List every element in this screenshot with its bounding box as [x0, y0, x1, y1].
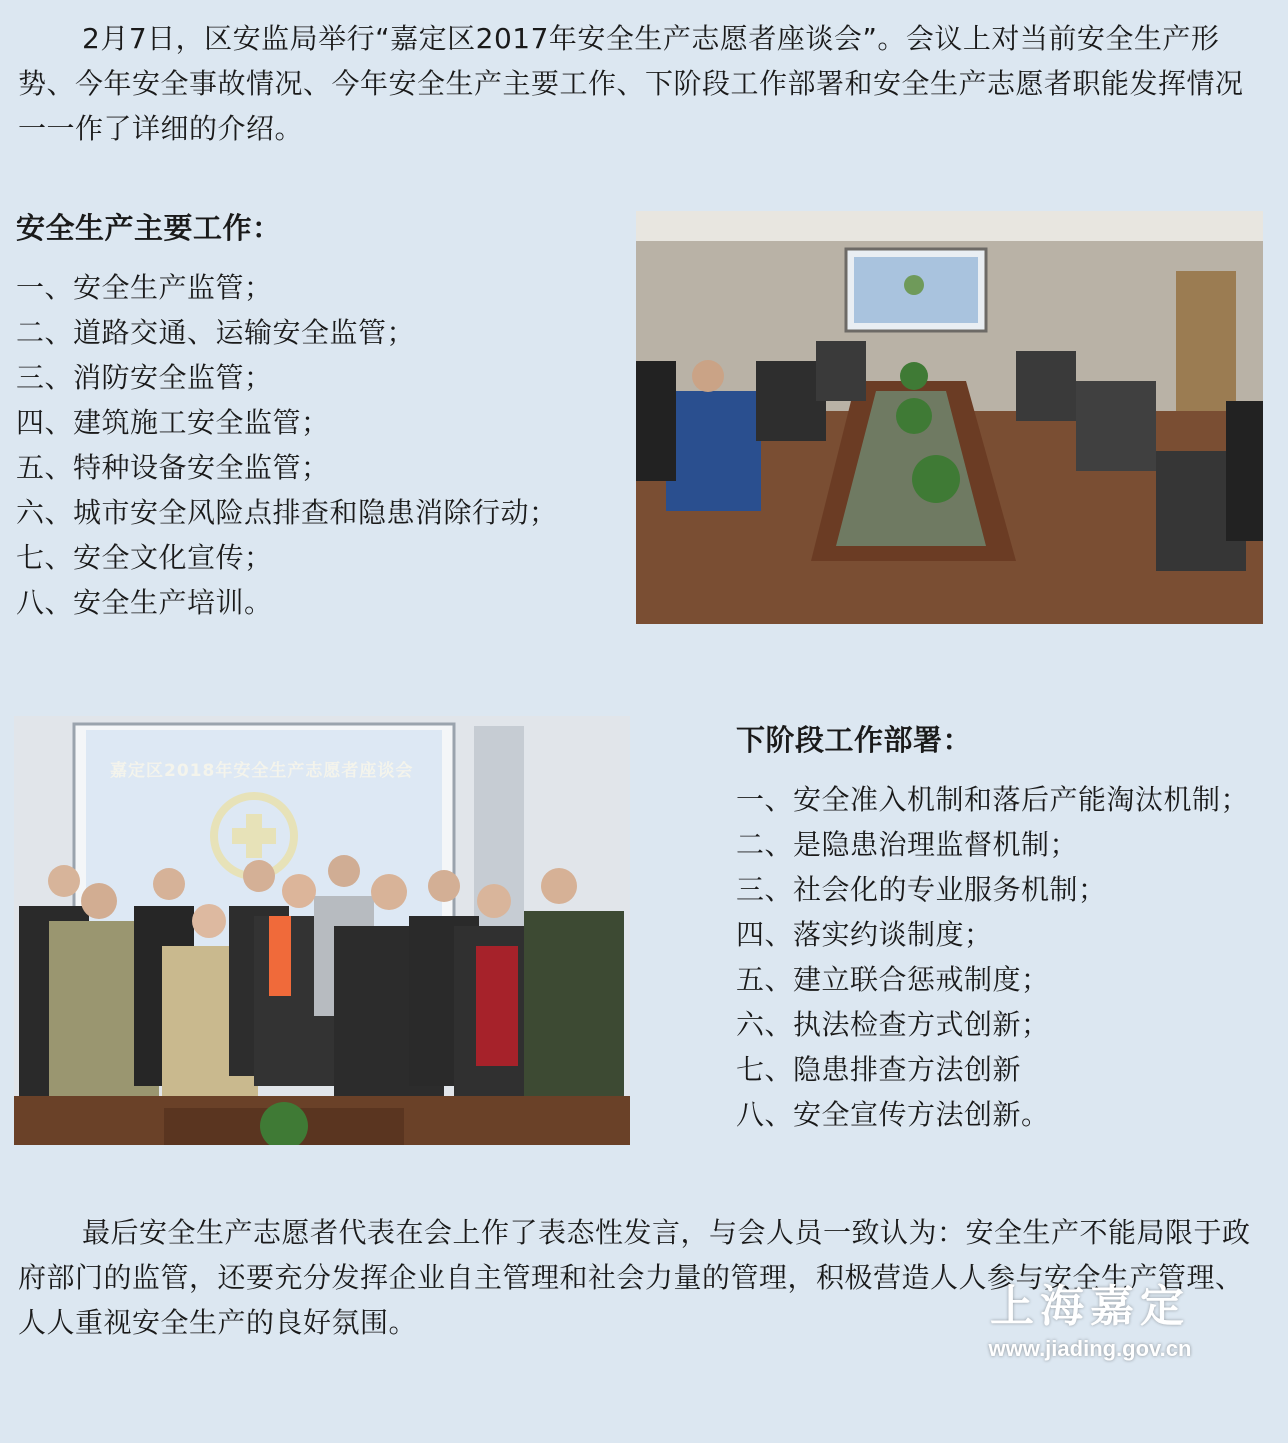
intro-paragraph: 2月7日，区安监局举行“嘉定区2017年安全生产志愿者座谈会”。会议上对当前安全生产形势、今年安全事故情况、今年安全生产主要工作、下阶段工作部署和安全生产志愿者职能发挥情况一一作了详细的介绍。	[18, 22, 1244, 145]
closing-paragraph: 最后安全生产志愿者代表在会上作了表态性发言，与会人员一致认为：安全生产不能局限于政府部门的监管，还要充分发挥企业自主管理和社会力量的管理，积极营造人人参与安全生产管理、人人重视安全生产的良好氛围。	[18, 1216, 1251, 1339]
list-item: 四、建筑施工安全监管；	[16, 406, 330, 439]
list-item: 七、安全文化宣传；	[16, 541, 273, 574]
list-item: 八、安全生产培训。	[16, 586, 273, 619]
main-work-list	[16, 265, 558, 625]
list-item: 六、执法检查方式创新；	[736, 1008, 1050, 1041]
main-work-heading: 安全生产主要工作：	[16, 211, 282, 245]
watermark-url: www.jiading.gov.cn	[988, 1336, 1192, 1361]
list-item: 二、道路交通、运输安全监管；	[16, 316, 416, 349]
meeting-room-photo	[636, 211, 1263, 624]
site-watermark	[960, 1270, 1220, 1380]
list-item: 五、建立联合惩戒制度；	[736, 963, 1050, 996]
list-item: 三、消防安全监管；	[16, 361, 273, 394]
list-item: 六、城市安全风险点排查和隐患消除行动；	[16, 496, 558, 529]
list-item: 八、安全宣传方法创新。	[736, 1098, 1050, 1131]
list-item: 二、是隐患治理监督机制；	[736, 828, 1079, 861]
next-stage-heading: 下阶段工作部署：	[736, 723, 973, 757]
list-item: 七、隐患排查方法创新	[736, 1053, 1022, 1086]
screen-title: 嘉定区2018年安全生产志愿者座谈会	[110, 761, 414, 781]
list-item: 五、特种设备安全监管；	[16, 451, 330, 484]
watermark-brand: 上海嘉定	[990, 1281, 1190, 1332]
group-photo	[14, 716, 630, 1145]
list-item: 一、安全准入机制和落后产能淘汰机制；	[736, 783, 1250, 816]
list-item: 四、落实约谈制度；	[736, 918, 993, 951]
list-item: 一、安全生产监管；	[16, 271, 273, 304]
list-item: 三、社会化的专业服务机制；	[736, 873, 1107, 906]
next-stage-list	[736, 777, 1249, 1137]
